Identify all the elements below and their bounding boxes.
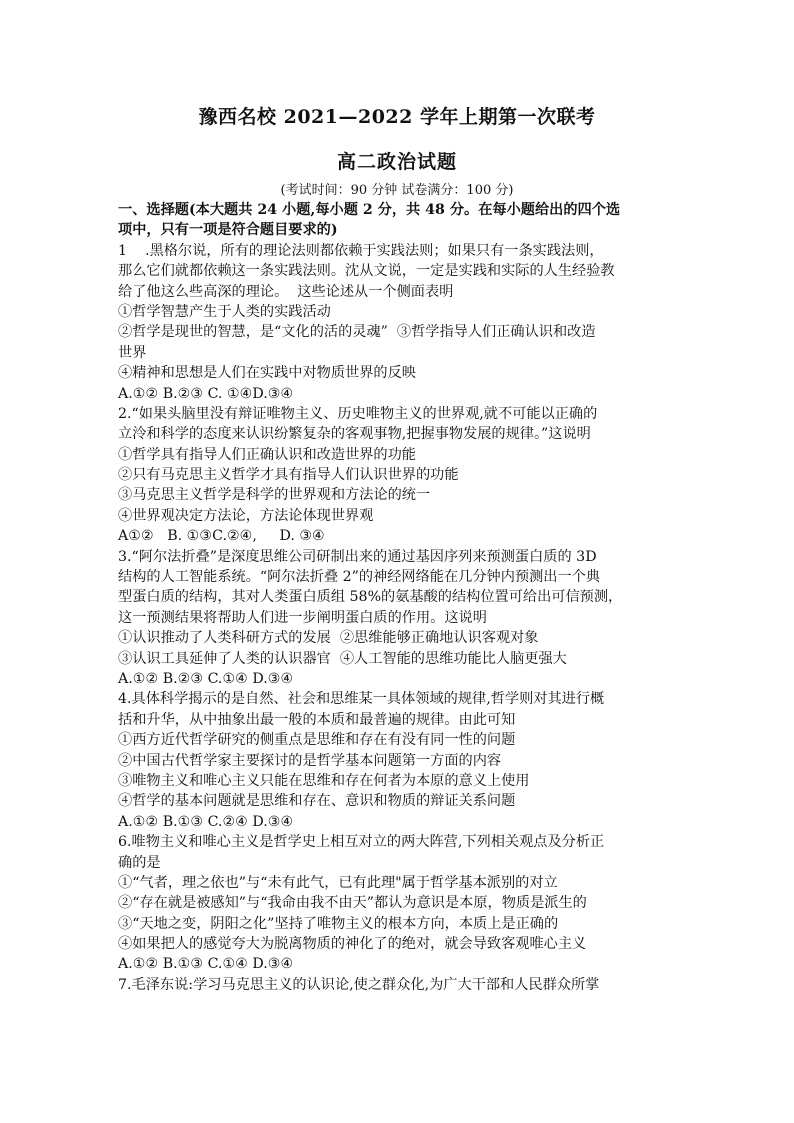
- text-line: ②中国古代哲学家主要探讨的是哲学基本问题第一方面的内容: [118, 752, 502, 769]
- text-line: 3.“阿尔法折叠”是深度思维公司研制出来的通过基因序列来预测蛋白质的 3D: [118, 548, 597, 565]
- text-line: ①西方近代哲学研究的侧重点是思维和存在有没有同一性的问题: [118, 732, 516, 749]
- text-line: ①认识推动了人类科研方式的发展 ②思维能够正确地认识客观对象: [118, 630, 539, 647]
- text-line: ④哲学的基本问题就是思维和存在、意识和物质的辩证关系问题: [118, 793, 516, 810]
- exam-info: (考试时间：90 分钟 试卷满分：100 分): [280, 183, 514, 198]
- text-line: 括和升华，从中抽象出最一般的本质和最普遍的规律。由此可知: [118, 711, 516, 728]
- text-line: ④精神和思想是人们在实践中对物质世界的反映: [118, 365, 416, 382]
- section-heading: 一、选择题(本大题共 24 小题,每小题 2 分，共 48 分。在每小题给出的四个选: [118, 202, 621, 218]
- text-line: A.①② B.②③ C. ①④D.③④: [118, 385, 294, 402]
- text-line: A.①② B.①③ C.②④ D.③④: [118, 813, 294, 830]
- text-line: 结构的人工智能系统。“阿尔法折叠 2”的神经网络能在几分钟内预测出一个典: [118, 569, 601, 586]
- text-line: ③认识工具延伸了人类的认识器官 ④人工智能的思维功能比人脑更强大: [118, 650, 567, 667]
- text-line: ③马克思主义哲学是科学的世界观和方法论的统一: [118, 487, 431, 504]
- text-line: ②只有马克思主义哲学才具有指导人们认识世界的功能: [118, 467, 459, 484]
- text-line: 1 .黑格尔说，所有的理论法则都依赖于实践法则；如果只有一条实践法则，: [118, 242, 604, 259]
- exam-title: 豫西名校 2021—2022 学年上期第一次联考: [198, 106, 596, 128]
- text-line: ④世界观决定方法论，方法论体现世界观: [118, 507, 374, 524]
- text-line: 世界: [118, 344, 147, 361]
- text-line: ①哲学具有指导人们正确认识和改造世界的功能: [118, 446, 416, 463]
- exam-body: [118, 200, 678, 995]
- text-line: 7.毛泽东说:学习马克思主义的认识论,使之群众化,为广大干部和人民群众所掌: [118, 976, 600, 993]
- text-line: A.①② B.②③ C.①④ D.③④: [118, 670, 294, 687]
- text-line: ①“气者，理之依也”与“未有此气，已有此理"属于哲学基本派别的对立: [118, 874, 558, 891]
- text-line: 4.具体科学揭示的是自然、社会和思维某一具体领域的规律,哲学则对其进行概: [118, 691, 605, 708]
- text-line: A①② B. ①③C.②④, D. ③④: [118, 528, 325, 545]
- text-line: 型蛋白质的结构，其对人类蛋白质组 58%的氨基酸的结构位置可给出可信预测，: [118, 589, 623, 606]
- text-line: 6.唯物主义和唯心主义是哲学史上相互对立的两大阵营,下列相关观点及分析正: [118, 834, 605, 851]
- exam-subtitle: 高二政治试题: [336, 151, 457, 173]
- text-line: A.①② B.①③ C.①④ D.③④: [118, 956, 294, 973]
- question-text-block: [118, 241, 678, 995]
- text-line: ③“天地之变，阴阳之化”坚持了唯物主义的根本方向，本质上是正确的: [118, 915, 559, 932]
- text-line: ①哲学智慧产生于人类的实践活动: [118, 303, 331, 320]
- text-line: ③唯物主义和唯心主义只能在思维和存在何者为本原的意义上使用: [118, 772, 530, 789]
- text-line: ②“存在就是被感知”与“我命由我不由天”都认为意识是本原，物质是派生的: [118, 895, 587, 912]
- text-line: ②哲学是现世的智慧，是“文化的活的灵魂” ③哲学指导人们正确认识和改造: [118, 324, 596, 341]
- text-line: 给了他这么些高深的理论。 这些论述从一个侧面表明: [118, 283, 454, 300]
- text-line: 那么它们就都依赖这一条实践法则。沈从文说，一定是实践和实际的人生经验教: [118, 263, 615, 280]
- text-line: 确的是: [118, 854, 161, 871]
- text-line: ④如果把人的感觉夸大为脱离物质的神化了的绝对，就会导致客观唯心主义: [118, 936, 587, 953]
- text-line: 立泠和科学的态度来认识纷繁复杂的客观事物,把握事物发展的规律。”这说明: [118, 426, 591, 443]
- text-line: 这一预测结果将帮助人们进一步阐明蛋白质的作用。这说明: [118, 609, 487, 626]
- section-heading-continued: 项中，只有一项是符合题目要求的): [118, 222, 338, 239]
- text-line: 2.“如果头脑里没有辩证唯物主义、历史唯物主义的世界观,就不可能以正确的: [118, 405, 598, 422]
